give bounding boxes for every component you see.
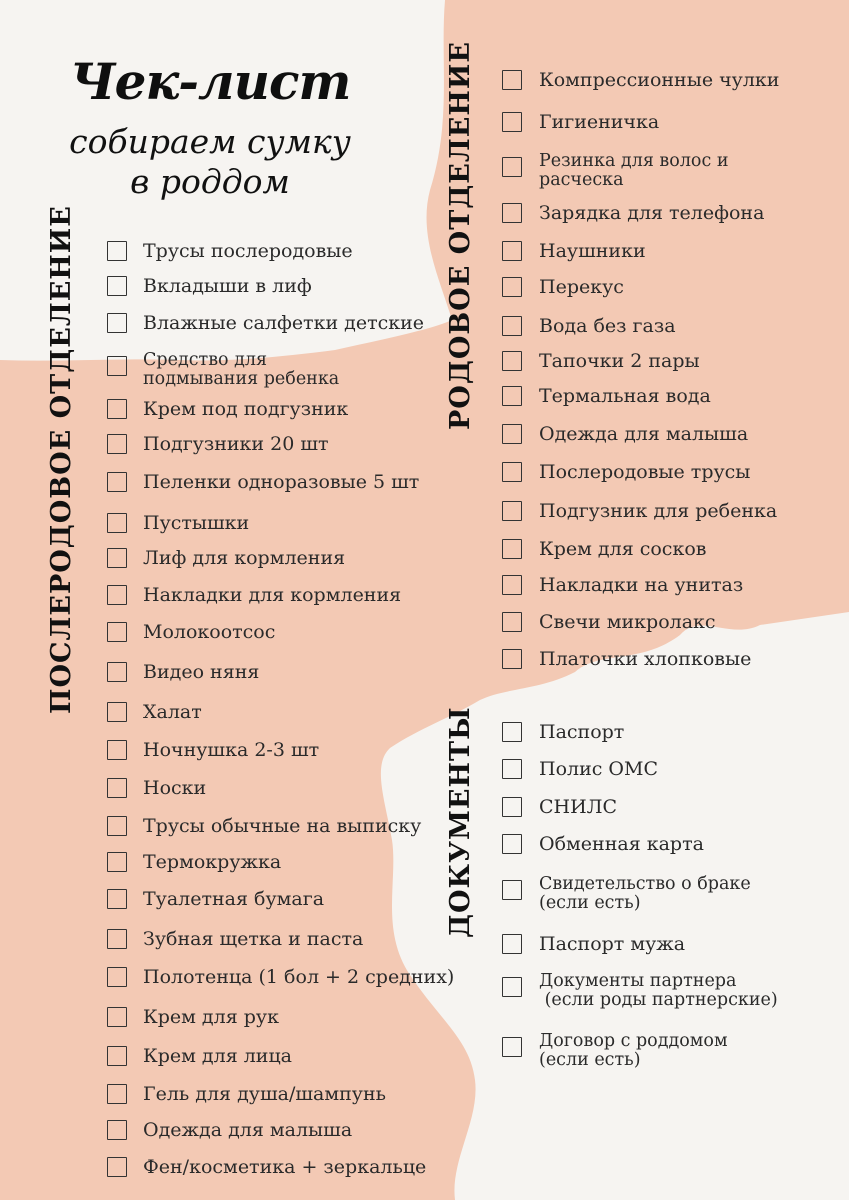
checklist-item-label: Гигиеничка <box>539 111 660 133</box>
checklist-item-label: Паспорт мужа <box>539 933 686 955</box>
checkbox[interactable] <box>502 241 522 261</box>
checklist-item-label: Подгузники 20 шт <box>143 433 329 455</box>
checkbox[interactable] <box>107 889 127 909</box>
checkbox[interactable] <box>502 880 522 900</box>
checkbox[interactable] <box>107 1007 127 1027</box>
checkbox[interactable] <box>502 277 522 297</box>
checkbox[interactable] <box>107 313 127 333</box>
checklist-item-label: Полис ОМС <box>539 758 658 780</box>
checkbox[interactable] <box>107 399 127 419</box>
checklist-item-label: Тапочки 2 пары <box>539 350 700 372</box>
checklist-item-label: Подгузник для ребенка <box>539 500 778 522</box>
checkbox[interactable] <box>107 356 127 376</box>
checkbox[interactable] <box>502 386 522 406</box>
subtitle-line-2: в роддом <box>130 162 290 201</box>
checkbox[interactable] <box>107 241 127 261</box>
checkbox[interactable] <box>107 434 127 454</box>
checklist-item-label: Компрессионные чулки <box>539 69 780 91</box>
checkbox[interactable] <box>107 967 127 987</box>
checklist-item-label: Вкладыши в лиф <box>143 275 312 297</box>
checklist-item-label: Туалетная бумага <box>143 888 325 910</box>
checklist-item-label: Зарядка для телефона <box>539 202 765 224</box>
checklist-item-label: Послеродовые трусы <box>539 461 751 483</box>
checklist-item-label: Наушники <box>539 240 646 262</box>
checkbox[interactable] <box>502 539 522 559</box>
checklist-item-label: Платочки хлопковые <box>539 648 752 670</box>
checkbox[interactable] <box>107 1046 127 1066</box>
checkbox[interactable] <box>502 70 522 90</box>
checklist-item-label: Накладки для кормления <box>143 584 402 606</box>
page-subtitle <box>40 122 380 202</box>
checklist-item-label: Видео няня <box>143 661 260 683</box>
section-label-documents: ДОКУМЕНТЫ <box>445 706 476 938</box>
checklist-item-label: Договор с роддомом (если есть) <box>539 1031 728 1070</box>
checklist-item-label: Гель для душа/шампунь <box>143 1083 386 1105</box>
checklist-item-label: Одежда для малыша <box>539 423 749 445</box>
section-label-postpartum: ПОСЛЕРОДОВОЕ ОТДЕЛЕНИЕ <box>46 205 77 714</box>
checkbox[interactable] <box>502 977 522 997</box>
checklist-item-label: Обменная карта <box>539 833 704 855</box>
checklist-item-label: Накладки на унитаз <box>539 574 744 596</box>
page-title: Чек-лист <box>70 52 351 111</box>
checkbox[interactable] <box>502 649 522 669</box>
checklist-item-label: Термокружка <box>143 851 282 873</box>
checkbox[interactable] <box>502 203 522 223</box>
checklist-item-label: Резинка для волос и расческа <box>539 151 729 190</box>
checklist-item-label: Халат <box>143 701 202 723</box>
checkbox[interactable] <box>502 112 522 132</box>
checkbox[interactable] <box>107 702 127 722</box>
checkbox[interactable] <box>502 157 522 177</box>
checkbox[interactable] <box>502 834 522 854</box>
checkbox[interactable] <box>502 934 522 954</box>
checklist-item-label: Одежда для малыша <box>143 1119 353 1141</box>
checklist-item-label: Вода без газа <box>539 315 676 337</box>
checkbox[interactable] <box>107 513 127 533</box>
checkbox[interactable] <box>502 424 522 444</box>
checkbox[interactable] <box>107 585 127 605</box>
checkbox[interactable] <box>107 1157 127 1177</box>
checklist-item-label: Ночнушка 2-3 шт <box>143 739 320 761</box>
checkbox[interactable] <box>502 462 522 482</box>
checkbox[interactable] <box>502 759 522 779</box>
checklist-item-label: Молокоотсос <box>143 621 276 643</box>
checkbox[interactable] <box>107 622 127 642</box>
checkbox[interactable] <box>107 778 127 798</box>
checkbox[interactable] <box>107 472 127 492</box>
checklist-item-label: Паспорт <box>539 721 625 743</box>
checklist-item-label: Пустышки <box>143 512 250 534</box>
section-label-maternity: РОДОВОЕ ОТДЕЛЕНИЕ <box>445 41 476 430</box>
checklist-item-label: Перекус <box>539 276 624 298</box>
checklist-item-label: Лиф для кормления <box>143 547 346 569</box>
subtitle-line-1: собираем сумку <box>69 122 351 161</box>
checkbox[interactable] <box>107 816 127 836</box>
checkbox[interactable] <box>502 722 522 742</box>
checklist-item-label: Свидетельство о браке (если есть) <box>539 874 751 913</box>
checklist-item-label: Крем под подгузник <box>143 398 349 420</box>
checkbox[interactable] <box>107 662 127 682</box>
checklist-item-label: Полотенца (1 бол + 2 средних) <box>143 966 455 988</box>
checkbox[interactable] <box>502 1037 522 1057</box>
checklist-item-label: Крем для лица <box>143 1045 293 1067</box>
checklist-item-label: Фен/косметика + зеркальце <box>143 1156 427 1178</box>
checklist-item-label: Влажные салфетки детские <box>143 312 425 334</box>
checklist-item-label: Крем для сосков <box>539 538 707 560</box>
checkbox[interactable] <box>107 852 127 872</box>
checkbox[interactable] <box>502 316 522 336</box>
checklist-item-label: Термальная вода <box>539 385 711 407</box>
checkbox[interactable] <box>502 612 522 632</box>
checklist-item-label: Крем для рук <box>143 1006 279 1028</box>
checkbox[interactable] <box>107 276 127 296</box>
checkbox[interactable] <box>502 575 522 595</box>
checkbox[interactable] <box>107 1120 127 1140</box>
checkbox[interactable] <box>107 1084 127 1104</box>
checkbox[interactable] <box>107 740 127 760</box>
checkbox[interactable] <box>502 797 522 817</box>
checkbox[interactable] <box>107 548 127 568</box>
checkbox[interactable] <box>107 929 127 949</box>
checklist-item-label: СНИЛС <box>539 796 618 818</box>
checklist-item-label: Средство для подмывания ребенка <box>143 350 340 389</box>
checkbox[interactable] <box>502 351 522 371</box>
checklist-item-label: Трусы послеродовые <box>143 240 353 262</box>
checklist-item-label: Трусы обычные на выписку <box>143 815 422 837</box>
checklist-item-label: Документы партнера (если роды партнерские) <box>539 971 778 1010</box>
checklist-item-label: Зубная щетка и паста <box>143 928 364 950</box>
checklist-item-label: Свечи микролакс <box>539 611 716 633</box>
checklist-item-label: Носки <box>143 777 207 799</box>
checklist-item-label: Пеленки одноразовые 5 шт <box>143 471 420 493</box>
checkbox[interactable] <box>502 501 522 521</box>
